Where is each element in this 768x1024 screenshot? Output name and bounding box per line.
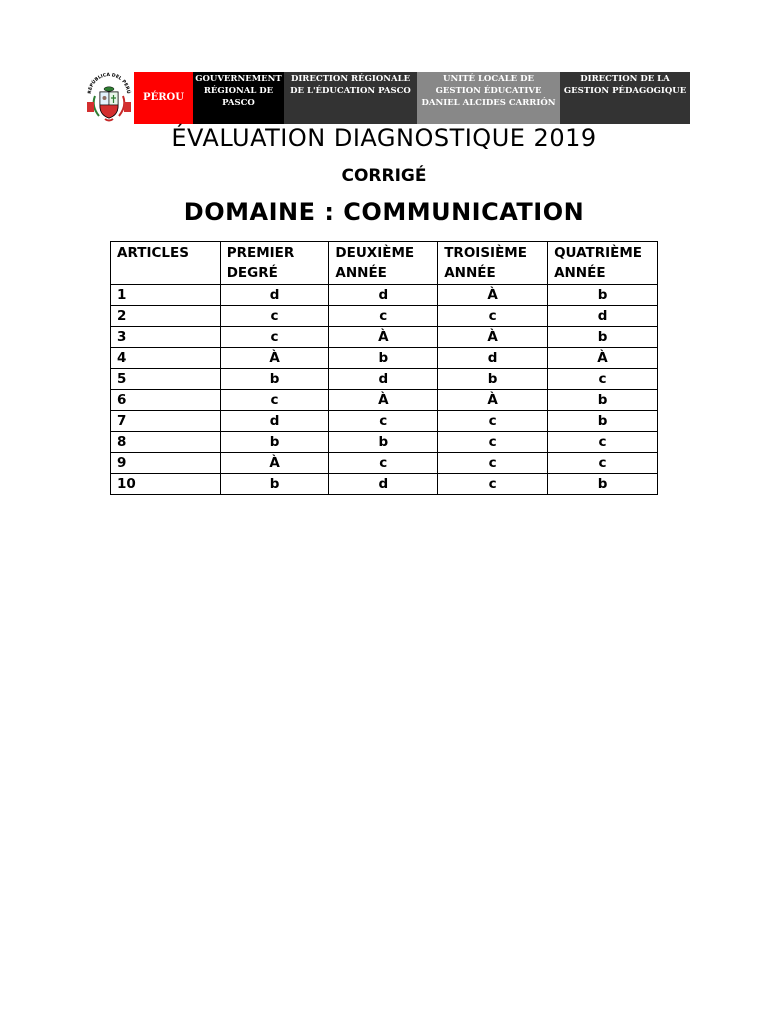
item-number-cell: 10 <box>111 474 221 495</box>
table-row <box>111 474 658 495</box>
answer-cell: À <box>438 390 548 411</box>
answer-cell: b <box>548 327 658 348</box>
column-header: PREMIER DEGRÉ <box>220 242 329 285</box>
regional-government-label: GOUVERNEMENT RÉGIONAL DE PASCO <box>193 72 284 124</box>
answer-cell: c <box>220 306 329 327</box>
table-row <box>111 285 658 306</box>
table-row <box>111 411 658 432</box>
answer-cell: d <box>329 369 438 390</box>
answer-cell: d <box>329 285 438 306</box>
answer-cell: d <box>220 411 329 432</box>
country-label: PÉROU <box>134 72 193 124</box>
item-number-cell: 3 <box>111 327 221 348</box>
item-number-cell: 6 <box>111 390 221 411</box>
answer-cell: c <box>438 306 548 327</box>
answer-cell: c <box>220 390 329 411</box>
item-number-cell: 9 <box>111 453 221 474</box>
answer-cell: c <box>438 432 548 453</box>
column-header: DEUXIÈME ANNÉE <box>329 242 438 285</box>
table-row <box>111 453 658 474</box>
answer-cell: À <box>220 453 329 474</box>
item-number-cell: 8 <box>111 432 221 453</box>
table-row <box>111 348 658 369</box>
answer-cell: À <box>438 285 548 306</box>
answer-cell: b <box>548 390 658 411</box>
answer-cell: d <box>329 474 438 495</box>
peru-coat-of-arms-icon <box>84 72 134 124</box>
answer-cell: c <box>438 474 548 495</box>
answer-cell: b <box>220 432 329 453</box>
table-row <box>111 306 658 327</box>
column-header: TROISIÈME ANNÉE <box>438 242 548 285</box>
answer-cell: À <box>220 348 329 369</box>
answer-cell: À <box>438 327 548 348</box>
answer-key-table <box>110 241 658 495</box>
answer-cell: b <box>220 369 329 390</box>
table-row <box>111 432 658 453</box>
domain-heading: DOMAINE : COMMUNICATION <box>183 198 585 226</box>
item-number-cell: 2 <box>111 306 221 327</box>
answer-cell: b <box>548 411 658 432</box>
item-number-cell: 1 <box>111 285 221 306</box>
table-row <box>111 369 658 390</box>
answer-cell: c <box>548 453 658 474</box>
answer-cell: À <box>329 390 438 411</box>
answer-cell: d <box>438 348 548 369</box>
regional-education-direction-label: DIRECTION RÉGIONALE DE L'ÉDUCATION PASCO <box>284 72 417 124</box>
answer-cell: c <box>329 306 438 327</box>
answer-cell: c <box>438 453 548 474</box>
answer-cell: c <box>220 327 329 348</box>
answer-cell: c <box>329 453 438 474</box>
answer-cell: À <box>548 348 658 369</box>
page-subtitle: CORRIGÉ <box>341 166 427 186</box>
item-number-cell: 7 <box>111 411 221 432</box>
answer-cell: À <box>329 327 438 348</box>
answer-cell: d <box>548 306 658 327</box>
column-header: ARTICLES <box>111 242 221 285</box>
answer-cell: c <box>329 411 438 432</box>
item-number-cell: 5 <box>111 369 221 390</box>
answer-cell: b <box>329 348 438 369</box>
column-header: QUATRIÈME ANNÉE <box>548 242 658 285</box>
table-row <box>111 390 658 411</box>
answer-cell: c <box>438 411 548 432</box>
answer-cell: b <box>438 369 548 390</box>
answer-cell: d <box>220 285 329 306</box>
answer-cell: c <box>548 432 658 453</box>
item-number-cell: 4 <box>111 348 221 369</box>
emblem-text: REPÚBLICA DEL PERÚ <box>87 72 131 95</box>
pedagogical-management-label: DIRECTION DE LA GESTION PÉDAGOGIQUE <box>560 72 690 124</box>
answer-cell: b <box>220 474 329 495</box>
header-band <box>84 72 690 124</box>
local-management-unit-label: UNITÉ LOCALE DE GESTION ÉDUCATIVE DANIEL ALCIDES CARRIÓN <box>417 72 560 124</box>
answer-cell: b <box>329 432 438 453</box>
table-header-row <box>111 242 658 285</box>
answer-cell: c <box>548 369 658 390</box>
page-title: ÉVALUATION DIAGNOSTIQUE 2019 <box>171 124 597 152</box>
answer-cell: b <box>548 285 658 306</box>
table-row <box>111 327 658 348</box>
answer-cell: b <box>548 474 658 495</box>
